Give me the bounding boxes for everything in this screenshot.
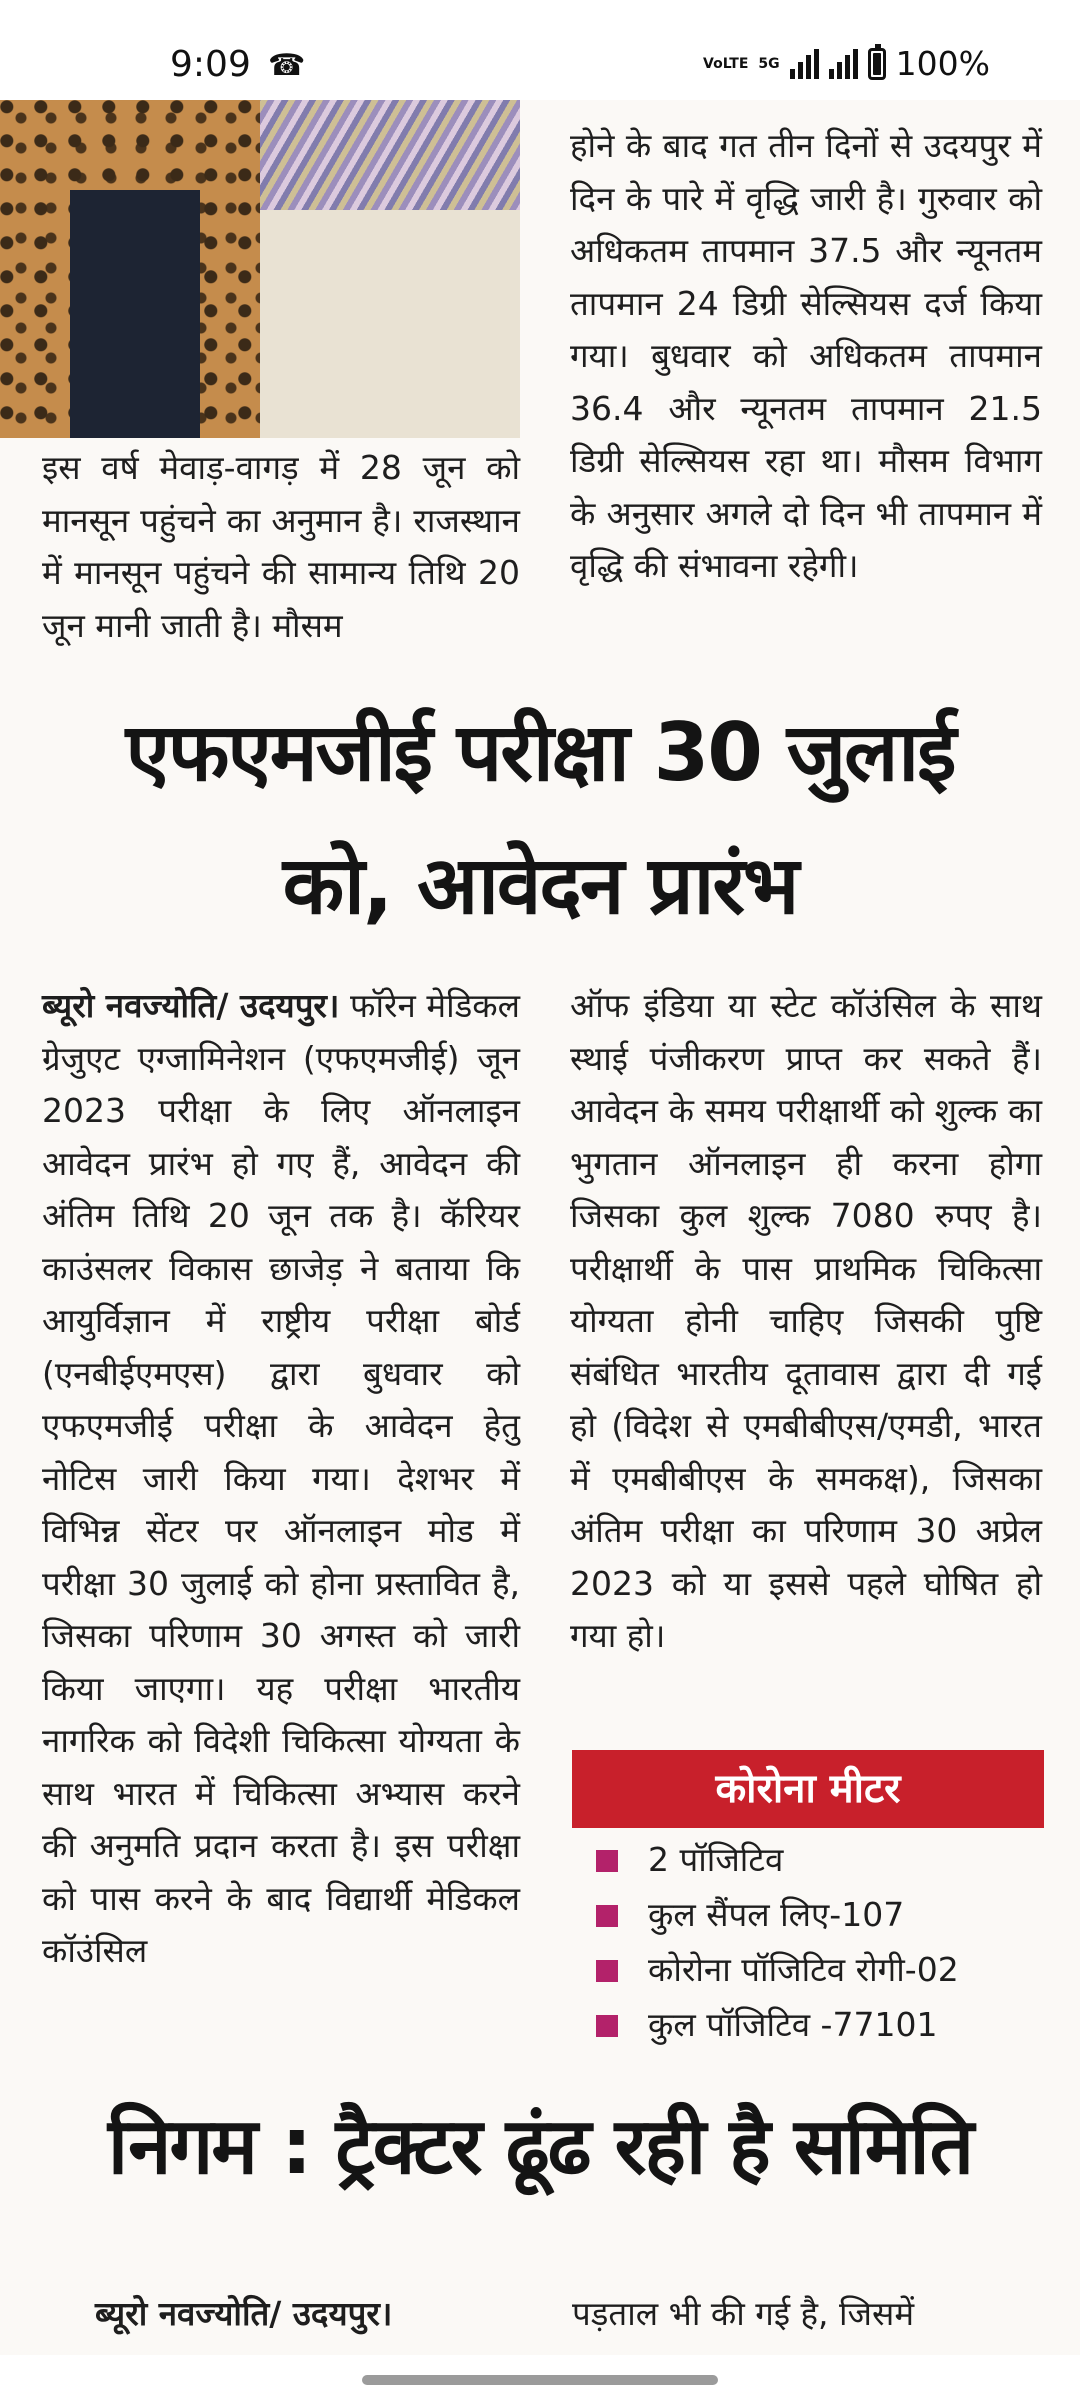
square-bullet-icon (596, 1960, 618, 1982)
network-type-label: 5G (758, 55, 780, 72)
story2-left-column (42, 980, 520, 1978)
list-item: कुल सैंपल लिए-107 (592, 1887, 1052, 1942)
status-time: 9:09 (170, 44, 251, 85)
story2-right-text: ऑफ इंडिया या स्टेट कॉउंसिल के साथ स्थाई पंजीकरण प्राप्त कर सकते हैं। आवेदन के समय परीक्षार्थी को शुल्क का भुगतान ऑनलाइन ही करना होगा जिसका कुल शुल्क 7080 रुपए है। परीक्षार्थी के पास प्राथमिक चिकित्सा योग्यता होनी चाहिए जिसकी पुष्टि संबंधित भारतीय दूतावास द्वारा दी गई हो (विदेश से एमबीबीएस/एमडी, भारत में एमबीबीएस के समकक्ष), जिसका अंतिम परीक्षा का परिणाम 30 अप्रेल 2023 को या इससे पहले घोषित हो गया हो। (570, 986, 1042, 1655)
list-item: कोरोना पॉजिटिव रोगी-02 (592, 1942, 1052, 1997)
news-photo (0, 100, 520, 438)
newspaper-page[interactable] (0, 100, 1080, 2355)
story1-left-text: इस वर्ष मेवाड़-वागड़ में 28 जून को मानसून पहुंचने का अनुमान है। राजस्थान में मानसून पहुंचने की सामान्य तिथि 20 जून मानी जाती है। मौसम (42, 448, 520, 645)
square-bullet-icon (596, 2015, 618, 2037)
signal-strength-icon (790, 49, 819, 79)
battery-icon (868, 48, 886, 80)
volte-icon: VoLTE (703, 55, 749, 72)
corona-meter-list (592, 1832, 1052, 2052)
home-gesture-handle[interactable] (362, 2375, 718, 2385)
story2-left-text: फॉरेन मेडिकल ग्रेजुएट एग्जामिनेशन (एफएमजीई) जून 2023 परीक्षा के लिए ऑनलाइन आवेदन प्रारंभ हो गए हैं, आवेदन की अंतिम तिथि 20 जून तक है। कॅरियर काउंसलर विकास छाजेड़ ने बताया कि आयुर्विज्ञान में राष्ट्रीय परीक्षा बोर्ड (एनबीईएमएस) द्वारा बुधवार को एफएमजीई परीक्षा के आवेदन हेतु नोटिस जारी किया गया। देशभर में विभिन्न सेंटर पर ऑनलाइन मोड में परीक्षा 30 जुलाई को होना प्रस्तावित है, जिसका परिणाम 30 अगस्त को जारी किया जाएगा। यह परीक्षा भारतीय नागरिक को विदेशी चिकित्सा योग्यता के साथ भारत में चिकित्सा अभ्यास करने की अनुमति प्रदान करता है। इस परीक्षा को पास करने के बाद विद्यार्थी मेडिकल कॉउंसिल (42, 986, 520, 1970)
square-bullet-icon (596, 1850, 618, 1872)
story3-headline: निगम : ट्रैक्टर ढूंढ रही है समिति (107, 2102, 973, 2192)
story1-right-text: होने के बाद गत तीन दिनों से उदयपुर में दिन के पारे में वृद्धि जारी है। गुरुवार को अधिकतम तापमान 37.5 और न्यूनतम तापमान 24 डिग्री सेल्सियस दर्ज किया गया। बुधवार को अधिकतम तापमान 36.4 और न्यूनतम तापमान 21.5 डिग्री सेल्सियस रहा था। मौसम विभाग के अनुसार अगले दो दिन भी तापमान में वृद्धि की संभावना रहेगी। (570, 126, 1042, 585)
missed-call-icon: ☎ (268, 48, 306, 83)
story2-right-column (570, 980, 1042, 1663)
story2-headline-line1: एफएमजीई परीक्षा 30 जुलाई (125, 706, 955, 799)
signal-strength-icon-2 (829, 49, 858, 79)
square-bullet-icon (596, 1905, 618, 1927)
story3-right-column: पड़ताल भी की गई है, जिसमें (572, 2294, 915, 2333)
story2-byline: ब्यूरो नवज्योति/ उदयपुर। (42, 986, 340, 1025)
list-item: कुल पॉजिटिव -77101 (592, 1997, 1052, 2052)
battery-percentage: 100% (895, 44, 990, 83)
list-item: 2 पॉजिटिव (592, 1832, 1052, 1887)
status-bar (0, 0, 1080, 100)
corona-meter-title: कोरोना मीटर (572, 1750, 1044, 1828)
status-icons (703, 44, 990, 83)
story3-byline: ब्यूरो नवज्योति/ उदयपुर। (95, 2294, 393, 2333)
story1-right-column (570, 120, 1042, 593)
navigation-bar (0, 2355, 1080, 2400)
story1-left-column (42, 442, 520, 652)
story2-headline-line2: को, आवेदन प्रारंभ (282, 839, 798, 932)
